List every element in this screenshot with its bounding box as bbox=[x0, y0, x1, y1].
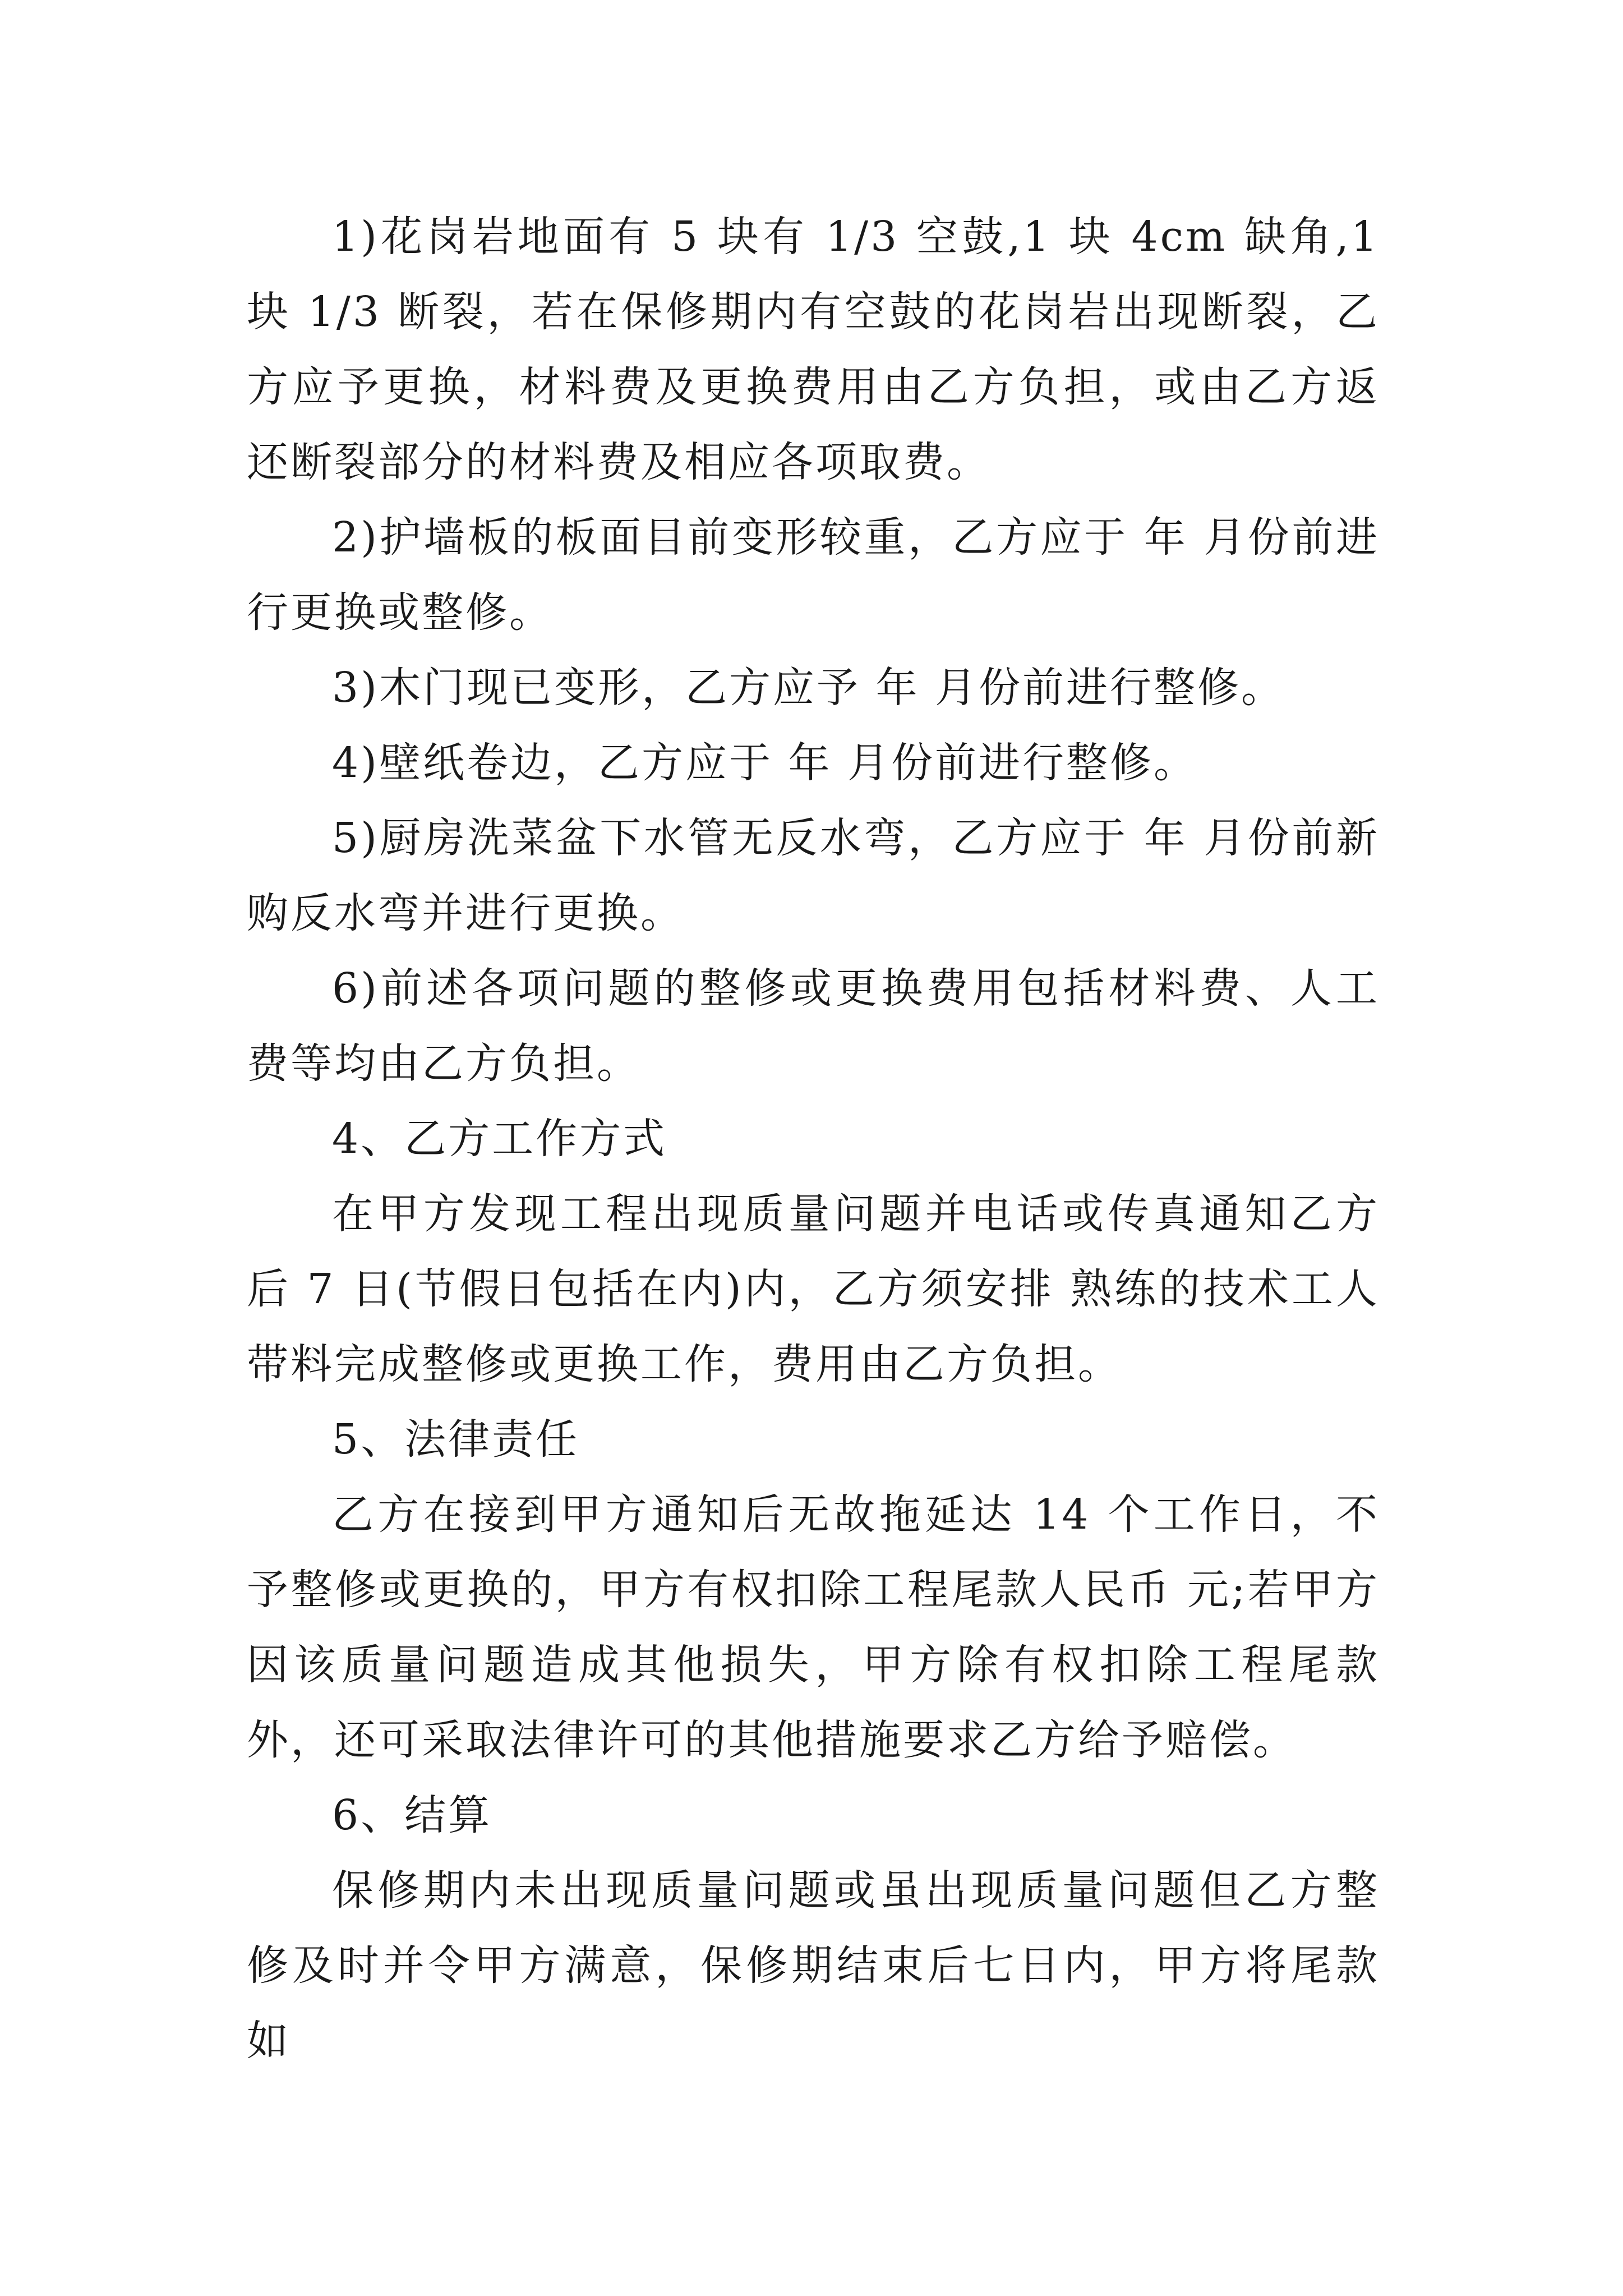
paragraph-legal-liability: 乙方在接到甲方通知后无故拖延达 14 个工作日，不予整修或更换的，甲方有权扣除工程尾款人民币 元;若甲方因该质量问题造成其他损失，甲方除有权扣除工程尾款外，还可采取法律许可的其他措施要求乙方给予赔偿。 bbox=[247, 1490, 1380, 1764]
paragraph-item-1-granite-floor: 1)花岗岩地面有 5 块有 1/3 空鼓,1 块 4cm 缺角,1 块 1/3 断裂，若在保修期内有空鼓的花岗岩出现断裂，乙方应予更换，材料费及更换费用由乙方负担，或由乙方返还断裂部分的材料费及相应各项取费。 bbox=[247, 213, 1380, 486]
document-body bbox=[247, 199, 1380, 2078]
paragraph-settlement: 保修期内未出现质量问题或虽出现质量问题但乙方整修及时并令甲方满意，保修期结束后七日内，甲方将尾款如 bbox=[247, 1866, 1380, 2065]
paragraph-item-6-costs: 6)前述各项问题的整修或更换费用包括材料费、人工费等均由乙方负担。 bbox=[247, 964, 1380, 1088]
paragraph-item-4-wallpaper: 4)壁纸卷边，乙方应于 年 月份前进行整修。 bbox=[332, 739, 1197, 787]
section-heading-settlement: 6、结算 bbox=[332, 1791, 492, 1839]
paragraph-work-method: 在甲方发现工程出现质量问题并电话或传真通知乙方后 7 日(节假日包括在内)内，乙方须安排 熟练的技术工人带料完成整修或更换工作，费用由乙方负担。 bbox=[247, 1190, 1380, 1388]
paragraph-item-5-kitchen-drain: 5)厨房洗菜盆下水管无反水弯，乙方应于 年 月份前新购反水弯并进行更换。 bbox=[247, 814, 1380, 937]
paragraph-item-3-wood-door: 3)木门现已变形，乙方应予 年 月份前进行整修。 bbox=[332, 664, 1285, 712]
section-heading-work-method: 4、乙方工作方式 bbox=[332, 1115, 667, 1163]
section-heading-legal-liability: 5、法律责任 bbox=[332, 1415, 580, 1464]
paragraph-item-2-wall-panel: 2)护墙板的板面目前变形较重，乙方应于 年 月份前进行更换或整修。 bbox=[247, 513, 1380, 637]
